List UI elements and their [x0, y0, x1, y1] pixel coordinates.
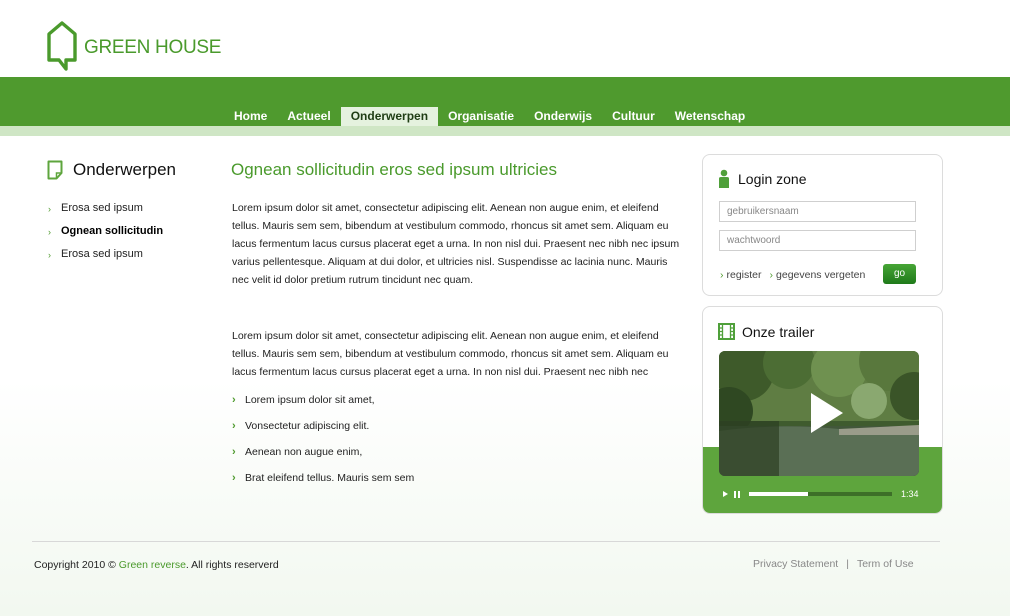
- bullet-item: [232, 446, 414, 472]
- bullet-text: Vonsectetur adipiscing elit.: [245, 420, 370, 432]
- nav-item-onderwijs[interactable]: Onderwijs: [534, 109, 593, 123]
- video-controls: [723, 488, 923, 500]
- sidebar-item-label: Erosa sed ipsum: [61, 202, 143, 214]
- video-progress-fill: [749, 492, 808, 496]
- article-paragraph-2: Lorem ipsum dolor sit amet, consectetur adipiscing elit. Aenean non augue enim, et eleifend tellus. Mauris sem sem, bibendum at vestibulum commodo, rhoncus sit amet sem. Aliquam eu lacus fermentum lacus cursus placerat eget a urna. In non nisl dui. Praesent nec nibh nec: [232, 330, 669, 378]
- forgot-label: gegevens vergeten: [776, 269, 866, 281]
- privacy-statement-link[interactable]: Privacy Statement: [753, 558, 839, 570]
- bullet-item: [232, 394, 414, 420]
- password-input[interactable]: [719, 230, 916, 251]
- nav-bar-underline: [0, 126, 1010, 136]
- copyright: [34, 559, 279, 571]
- nav-item-wetenschap[interactable]: Wetenschap: [674, 109, 746, 123]
- username-input[interactable]: [719, 201, 916, 222]
- brand-name: GREEN HOUSE: [84, 37, 222, 58]
- video-player[interactable]: [719, 351, 919, 476]
- sidebar-item-active[interactable]: [48, 224, 163, 247]
- video-time: 1:34: [901, 489, 919, 499]
- pause-control-icon[interactable]: [734, 491, 740, 498]
- bullet-list: [232, 394, 414, 498]
- trailer-title: Onze trailer: [742, 323, 815, 340]
- sidebar-item-label: Erosa sed ipsum: [61, 248, 143, 260]
- footer-separator: |: [846, 558, 849, 570]
- bullet-text: Lorem ipsum dolor sit amet,: [245, 394, 375, 406]
- arrow-right-icon: ›: [769, 269, 774, 281]
- nav-item-organisatie[interactable]: Organisatie: [448, 109, 515, 123]
- arrow-right-icon: ›: [48, 250, 51, 260]
- login-title: Login zone: [738, 171, 807, 187]
- video-progress-bar[interactable]: [749, 492, 892, 496]
- go-button[interactable]: go: [883, 264, 916, 284]
- arrow-right-icon: ›: [720, 269, 724, 281]
- bullet-text: Brat eleifend tellus. Mauris sem sem: [245, 472, 415, 484]
- bullet-item: [232, 420, 414, 446]
- footer-links: [753, 558, 914, 570]
- main-nav: [224, 107, 755, 126]
- copyright-prefix: Copyright 2010 ©: [34, 559, 119, 571]
- video-thumbnail: [719, 351, 919, 476]
- arrow-right-icon: ›: [48, 204, 51, 214]
- page-icon: [47, 160, 63, 180]
- register-label: register: [726, 269, 762, 281]
- sidebar-item[interactable]: [48, 201, 163, 224]
- article-paragraph-1: Lorem ipsum dolor sit amet, consectetur adipiscing elit. Aenean non augue enim, et eleifend tellus. Mauris sem sem, bibendum at vestibulum commodo, rhoncus sit amet sem. Aliquam eu lacus fermentum lacus cursus placerat eget a urna. In non nisl dui. Praesent nec nibh nec ipsum varius pellentesque. Aliquam at dui dolor, et ultricies nisl. Suspendisse ac lacinia nunc. Mauris nec velit id dolor pretium rutrum tincidunt nec quam.: [232, 202, 680, 286]
- login-links: [720, 269, 873, 281]
- arrow-right-icon: ›: [232, 420, 236, 432]
- arrow-right-icon: ›: [232, 472, 236, 484]
- forgot-credentials-link[interactable]: [770, 269, 866, 281]
- copyright-suffix: . All rights reserverd: [185, 559, 279, 571]
- bullet-item: [232, 472, 414, 498]
- copyright-brand-link[interactable]: Green reverse: [118, 559, 186, 571]
- bullet-text: Aenean non augue enim,: [245, 446, 363, 458]
- nav-item-actueel[interactable]: Actueel: [287, 109, 331, 123]
- nav-item-onderwerpen[interactable]: Onderwerpen: [341, 107, 438, 126]
- login-heading: [718, 169, 807, 189]
- arrow-right-icon: ›: [48, 227, 51, 237]
- login-box: [702, 154, 943, 296]
- arrow-right-icon: ›: [232, 446, 236, 458]
- user-icon: [718, 169, 730, 189]
- film-icon: [718, 323, 735, 340]
- arrow-right-icon: ›: [232, 394, 236, 406]
- trailer-box: [702, 306, 943, 514]
- terms-of-use-link[interactable]: Term of Use: [856, 558, 914, 570]
- footer-divider: [32, 541, 940, 542]
- logo[interactable]: [46, 20, 221, 72]
- house-logo-icon: [46, 20, 78, 72]
- sidebar-item[interactable]: [48, 247, 163, 270]
- article-title: Ognean sollicitudin eros sed ipsum ultricies: [231, 160, 557, 179]
- sidebar-item-label: Ognean sollicitudin: [61, 225, 164, 237]
- nav-item-home[interactable]: Home: [234, 109, 268, 123]
- nav-item-cultuur[interactable]: Cultuur: [612, 109, 655, 123]
- trailer-heading: [718, 323, 814, 340]
- sidebar-title: Onderwerpen: [73, 160, 177, 179]
- register-link[interactable]: [720, 269, 762, 281]
- play-control-icon[interactable]: [723, 491, 728, 497]
- sidebar-list: [48, 201, 163, 270]
- sidebar-heading: [47, 160, 176, 180]
